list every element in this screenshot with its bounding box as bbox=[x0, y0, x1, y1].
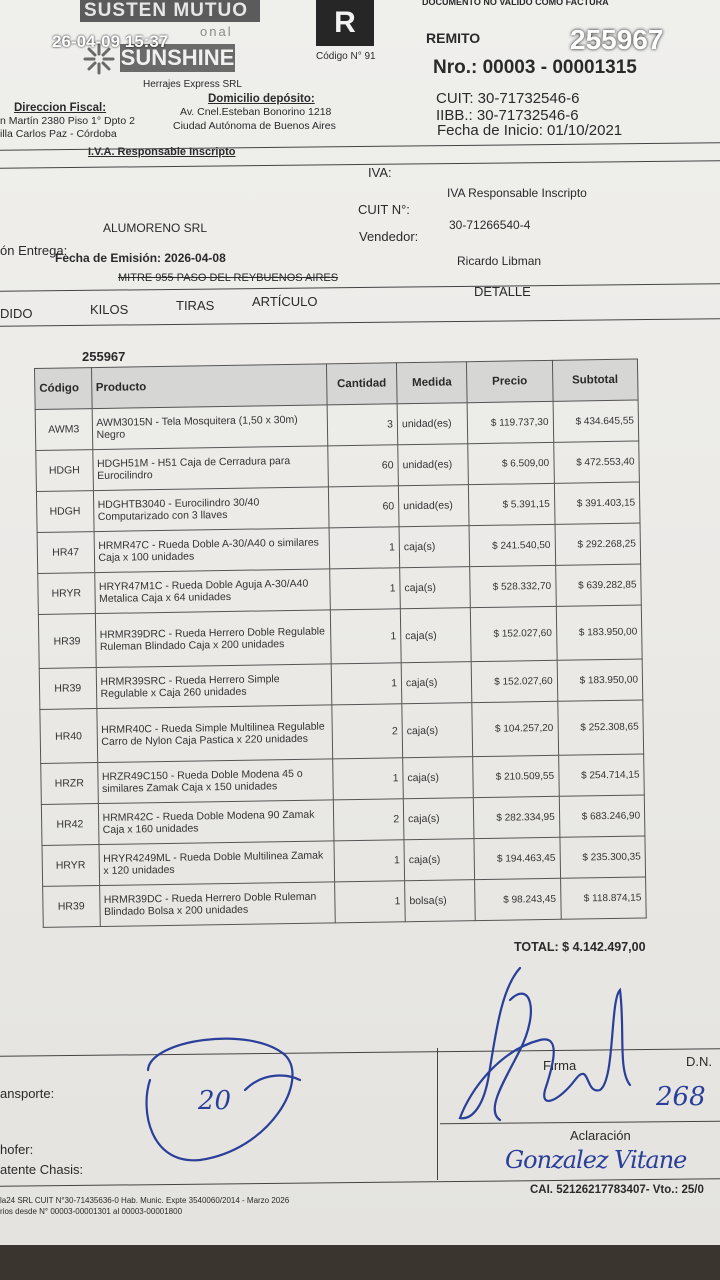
driver-label: hofer: bbox=[0, 1142, 34, 1157]
row-qty: 1 bbox=[334, 840, 405, 882]
row-product: HRMR47C - Rueda Doble A-30/A40 o similares Caja x 100 unidades bbox=[94, 528, 330, 573]
row-qty: 3 bbox=[327, 404, 398, 446]
row-product: HRYR4249ML - Rueda Doble Multilinea Zamak x 120 unidades bbox=[98, 841, 334, 886]
row-unit: caja(s) bbox=[404, 839, 475, 881]
row-subtotal: $ 639.282,85 bbox=[555, 564, 641, 606]
deposit-address-line2: Ciudad Autónoma de Buenos Aires bbox=[173, 120, 336, 132]
row-product: HRMR40C - Rueda Simple Multilinea Regulable Carro de Nylon Caja Pastica x 220 unidades bbox=[96, 705, 332, 763]
row-code: AWM3 bbox=[35, 409, 92, 451]
row-price: $ 241.540,50 bbox=[469, 524, 555, 566]
doc-cuit: CUIT: 30-71732546-6 bbox=[436, 90, 580, 107]
row-subtotal: $ 683.246,90 bbox=[559, 795, 645, 837]
row-price: $ 194.463,45 bbox=[474, 837, 560, 879]
row-product: HRMR39SRC - Rueda Herrero Simple Regulable x Caja 260 unidades bbox=[96, 664, 332, 709]
client-name: ALUMORENO SRL bbox=[103, 221, 208, 235]
row-qty: 1 bbox=[332, 758, 403, 800]
row-price: $ 282.334,95 bbox=[474, 796, 560, 838]
row-product: HRZR49C150 - Rueda Doble Modena 45 o similares Zamak Caja x 150 unidades bbox=[97, 759, 333, 804]
row-qty: 1 bbox=[329, 527, 400, 569]
row-product: HDGHTB3040 - Eurocilindro 30/40 Computarizado con 3 llaves bbox=[93, 487, 329, 532]
doc-number: Nro.: 00003 - 00001315 bbox=[433, 57, 637, 78]
row-code: HR39 bbox=[38, 614, 95, 669]
row-unit: caja(s) bbox=[399, 526, 470, 568]
row-price: $ 5.391,15 bbox=[469, 483, 555, 525]
row-code: HR39 bbox=[43, 886, 100, 928]
columns-top-line bbox=[0, 283, 720, 292]
total-amount: TOTAL: $ 4.142.497,00 bbox=[514, 940, 646, 954]
company-logo-top: SUSTEN MUTUO bbox=[80, 0, 260, 22]
company-legal-name: Herrajes Express SRL bbox=[143, 79, 242, 90]
row-unit: unidad(es) bbox=[397, 403, 468, 445]
row-subtotal: $ 183.950,00 bbox=[556, 605, 642, 660]
footer-top-line bbox=[0, 1048, 720, 1057]
th-qty: Cantidad bbox=[326, 363, 397, 405]
th-unit: Medida bbox=[396, 362, 467, 404]
dni-handwritten: 268 bbox=[656, 1082, 706, 1112]
stamp-handwritten-number: 20 bbox=[198, 1086, 232, 1116]
col-articulo: ARTÍCULO bbox=[252, 294, 318, 309]
th-code: Código bbox=[35, 368, 92, 410]
doc-iibb: IIBB.: 30-71732546-6 bbox=[436, 107, 579, 124]
doc-not-valid-notice: DOCUMENTO NO VALIDO COMO FACTURA bbox=[422, 0, 609, 7]
company-iva-condition: I.V.A. Responsable Inscripto bbox=[88, 146, 236, 158]
client-cuit-value: 30-71266540-4 bbox=[449, 218, 531, 232]
signature-scribble bbox=[460, 968, 630, 1118]
clarification-handwritten: Gonzalez Vitane bbox=[505, 1146, 687, 1174]
row-subtotal: $ 235.300,35 bbox=[560, 836, 646, 878]
row-product: HRMR42C - Rueda Doble Modena 90 Zamak Caja x 160 unidades bbox=[98, 800, 334, 845]
print-info-line2: rios desde N° 00003-00001301 al 00003-00001800 bbox=[0, 1207, 183, 1216]
footer-divider bbox=[437, 1048, 438, 1180]
client-vendor-value: Ricardo Libman bbox=[457, 254, 542, 268]
row-subtotal: $ 391.403,15 bbox=[554, 482, 640, 524]
row-price: $ 6.509,00 bbox=[468, 442, 554, 484]
row-product: HRMR39DC - Rueda Herrero Doble Ruleman Blindado Bolsa x 200 unidades bbox=[99, 882, 335, 927]
client-iva-value: IVA Responsable Inscripto bbox=[447, 186, 587, 200]
dni-label: D.N. bbox=[686, 1054, 712, 1069]
fiscal-address-line2: illa Carlos Paz - Córdoba bbox=[0, 128, 117, 140]
row-price: $ 528.332,70 bbox=[470, 565, 556, 607]
stamp-tail bbox=[245, 1076, 300, 1090]
row-subtotal: $ 118.874,15 bbox=[560, 877, 646, 919]
client-vendor-label: Vendedor: bbox=[359, 229, 419, 244]
row-unit: caja(s) bbox=[401, 662, 472, 704]
col-pedido: DIDO bbox=[0, 306, 33, 321]
doc-code: Código N° 91 bbox=[316, 51, 376, 62]
row-product: AWM3015N - Tela Mosquitera (1,50 x 30m) Negro bbox=[92, 405, 328, 450]
row-subtotal: $ 292.268,25 bbox=[555, 523, 641, 565]
row-subtotal: $ 472.553,40 bbox=[553, 441, 639, 483]
signature-label: Firma bbox=[543, 1058, 577, 1073]
delivery-label: ón Entrega: bbox=[0, 243, 68, 258]
transport-label: ansporte: bbox=[0, 1086, 55, 1101]
table-row bbox=[40, 700, 644, 763]
doc-type: REMITO bbox=[426, 30, 481, 46]
deposit-address-title: Domicilio depósito: bbox=[208, 93, 315, 105]
fiscal-address-line1: n Martín 2380 Piso 1° Dpto 2 bbox=[0, 115, 135, 127]
columns-bottom-line bbox=[0, 318, 720, 327]
row-code: HDGH bbox=[36, 491, 93, 533]
footer-mid-line bbox=[440, 1121, 720, 1124]
row-subtotal: $ 183.950,00 bbox=[557, 659, 643, 701]
th-product: Producto bbox=[91, 364, 327, 409]
row-unit: unidad(es) bbox=[398, 444, 469, 486]
row-unit: bolsa(s) bbox=[405, 880, 476, 922]
col-detalle: DETALLE bbox=[474, 284, 531, 299]
row-code: HR39 bbox=[39, 668, 96, 710]
row-product: HRMR39DRC - Rueda Herrero Doble Regulable Ruleman Blindado Caja x 200 unidades bbox=[95, 610, 331, 668]
row-price: $ 152.027,60 bbox=[471, 660, 557, 702]
row-price: $ 104.257,20 bbox=[472, 701, 558, 756]
row-subtotal: $ 254.714,15 bbox=[558, 754, 644, 796]
row-price: $ 119.737,30 bbox=[467, 401, 553, 443]
table-row bbox=[38, 605, 642, 668]
row-qty: 1 bbox=[331, 663, 402, 705]
fiscal-address-title: Direccion Fiscal: bbox=[14, 102, 107, 114]
client-divider bbox=[0, 160, 720, 169]
doc-letter: R bbox=[316, 0, 374, 46]
row-code: HR42 bbox=[41, 804, 98, 846]
row-code: HR47 bbox=[37, 532, 94, 574]
client-iva-label: IVA: bbox=[368, 165, 392, 180]
row-qty: 2 bbox=[332, 704, 403, 759]
row-price: $ 152.027,60 bbox=[471, 606, 557, 661]
row-qty: 1 bbox=[334, 881, 405, 923]
photo-timestamp: 26-04-09 15:37 bbox=[52, 32, 169, 51]
row-qty: 2 bbox=[333, 799, 404, 841]
clarification-label: Aclaración bbox=[570, 1128, 631, 1143]
row-price: $ 98.243,45 bbox=[475, 878, 561, 920]
row-qty: 60 bbox=[328, 486, 399, 528]
print-info-line1: la24 SRL CUIT N°30-71435636-0 Hab. Munic. Expte 3540060/2014 - Marzo 2026 bbox=[0, 1196, 290, 1205]
row-unit: caja(s) bbox=[403, 798, 474, 840]
items-table bbox=[34, 359, 647, 928]
th-price: Precio bbox=[467, 360, 553, 402]
overlay-order-number: 255967 bbox=[570, 24, 664, 55]
row-subtotal: $ 434.645,55 bbox=[553, 400, 639, 442]
col-kilos: KILOS bbox=[90, 302, 129, 317]
company-logo-sub: onal bbox=[200, 24, 233, 39]
row-qty: 1 bbox=[329, 568, 400, 610]
row-price: $ 210.509,55 bbox=[473, 755, 559, 797]
row-code: HRYR bbox=[38, 573, 95, 615]
row-code: HR40 bbox=[40, 709, 97, 764]
emission-date: Fecha de Emisión: 2026-04-08 bbox=[55, 251, 226, 265]
delivery-address: MITRE 955 PASO DEL REYBUENOS AIRES bbox=[118, 272, 339, 284]
row-qty: 60 bbox=[328, 445, 399, 487]
th-subtotal: Subtotal bbox=[552, 359, 638, 401]
order-number: 255967 bbox=[82, 349, 126, 364]
row-qty: 1 bbox=[330, 609, 401, 664]
col-tiras: TIRAS bbox=[176, 298, 215, 313]
client-cuit-label: CUIT N°: bbox=[358, 202, 410, 217]
row-unit: unidad(es) bbox=[398, 485, 469, 527]
cai-number: CAI. 52126217783407- Vto.: 25/0 bbox=[530, 1184, 704, 1196]
chassis-label: atente Chasis: bbox=[0, 1162, 84, 1177]
row-product: HDGH51M - H51 Caja de Cerradura para Eurocilindro bbox=[92, 446, 328, 491]
row-unit: caja(s) bbox=[402, 703, 473, 758]
row-unit: caja(s) bbox=[400, 608, 471, 663]
row-code: HRZR bbox=[41, 763, 98, 805]
row-subtotal: $ 252.308,65 bbox=[557, 700, 643, 755]
doc-start-date: Fecha de Inicio: 01/10/2021 bbox=[437, 122, 623, 139]
table-row bbox=[43, 877, 647, 927]
company-logo-name: SUNSHINE bbox=[120, 45, 235, 70]
row-unit: caja(s) bbox=[403, 757, 474, 799]
signature-loop bbox=[495, 994, 531, 1120]
deposit-address-line1: Av. Cnel.Esteban Bonorino 1218 bbox=[180, 106, 332, 118]
row-code: HDGH bbox=[36, 450, 93, 492]
row-code: HRYR bbox=[42, 845, 99, 887]
row-unit: caja(s) bbox=[400, 567, 471, 609]
row-product: HRYR47M1C - Rueda Doble Aguja A-30/A40 Metalica Caja x 64 unidades bbox=[94, 569, 330, 614]
